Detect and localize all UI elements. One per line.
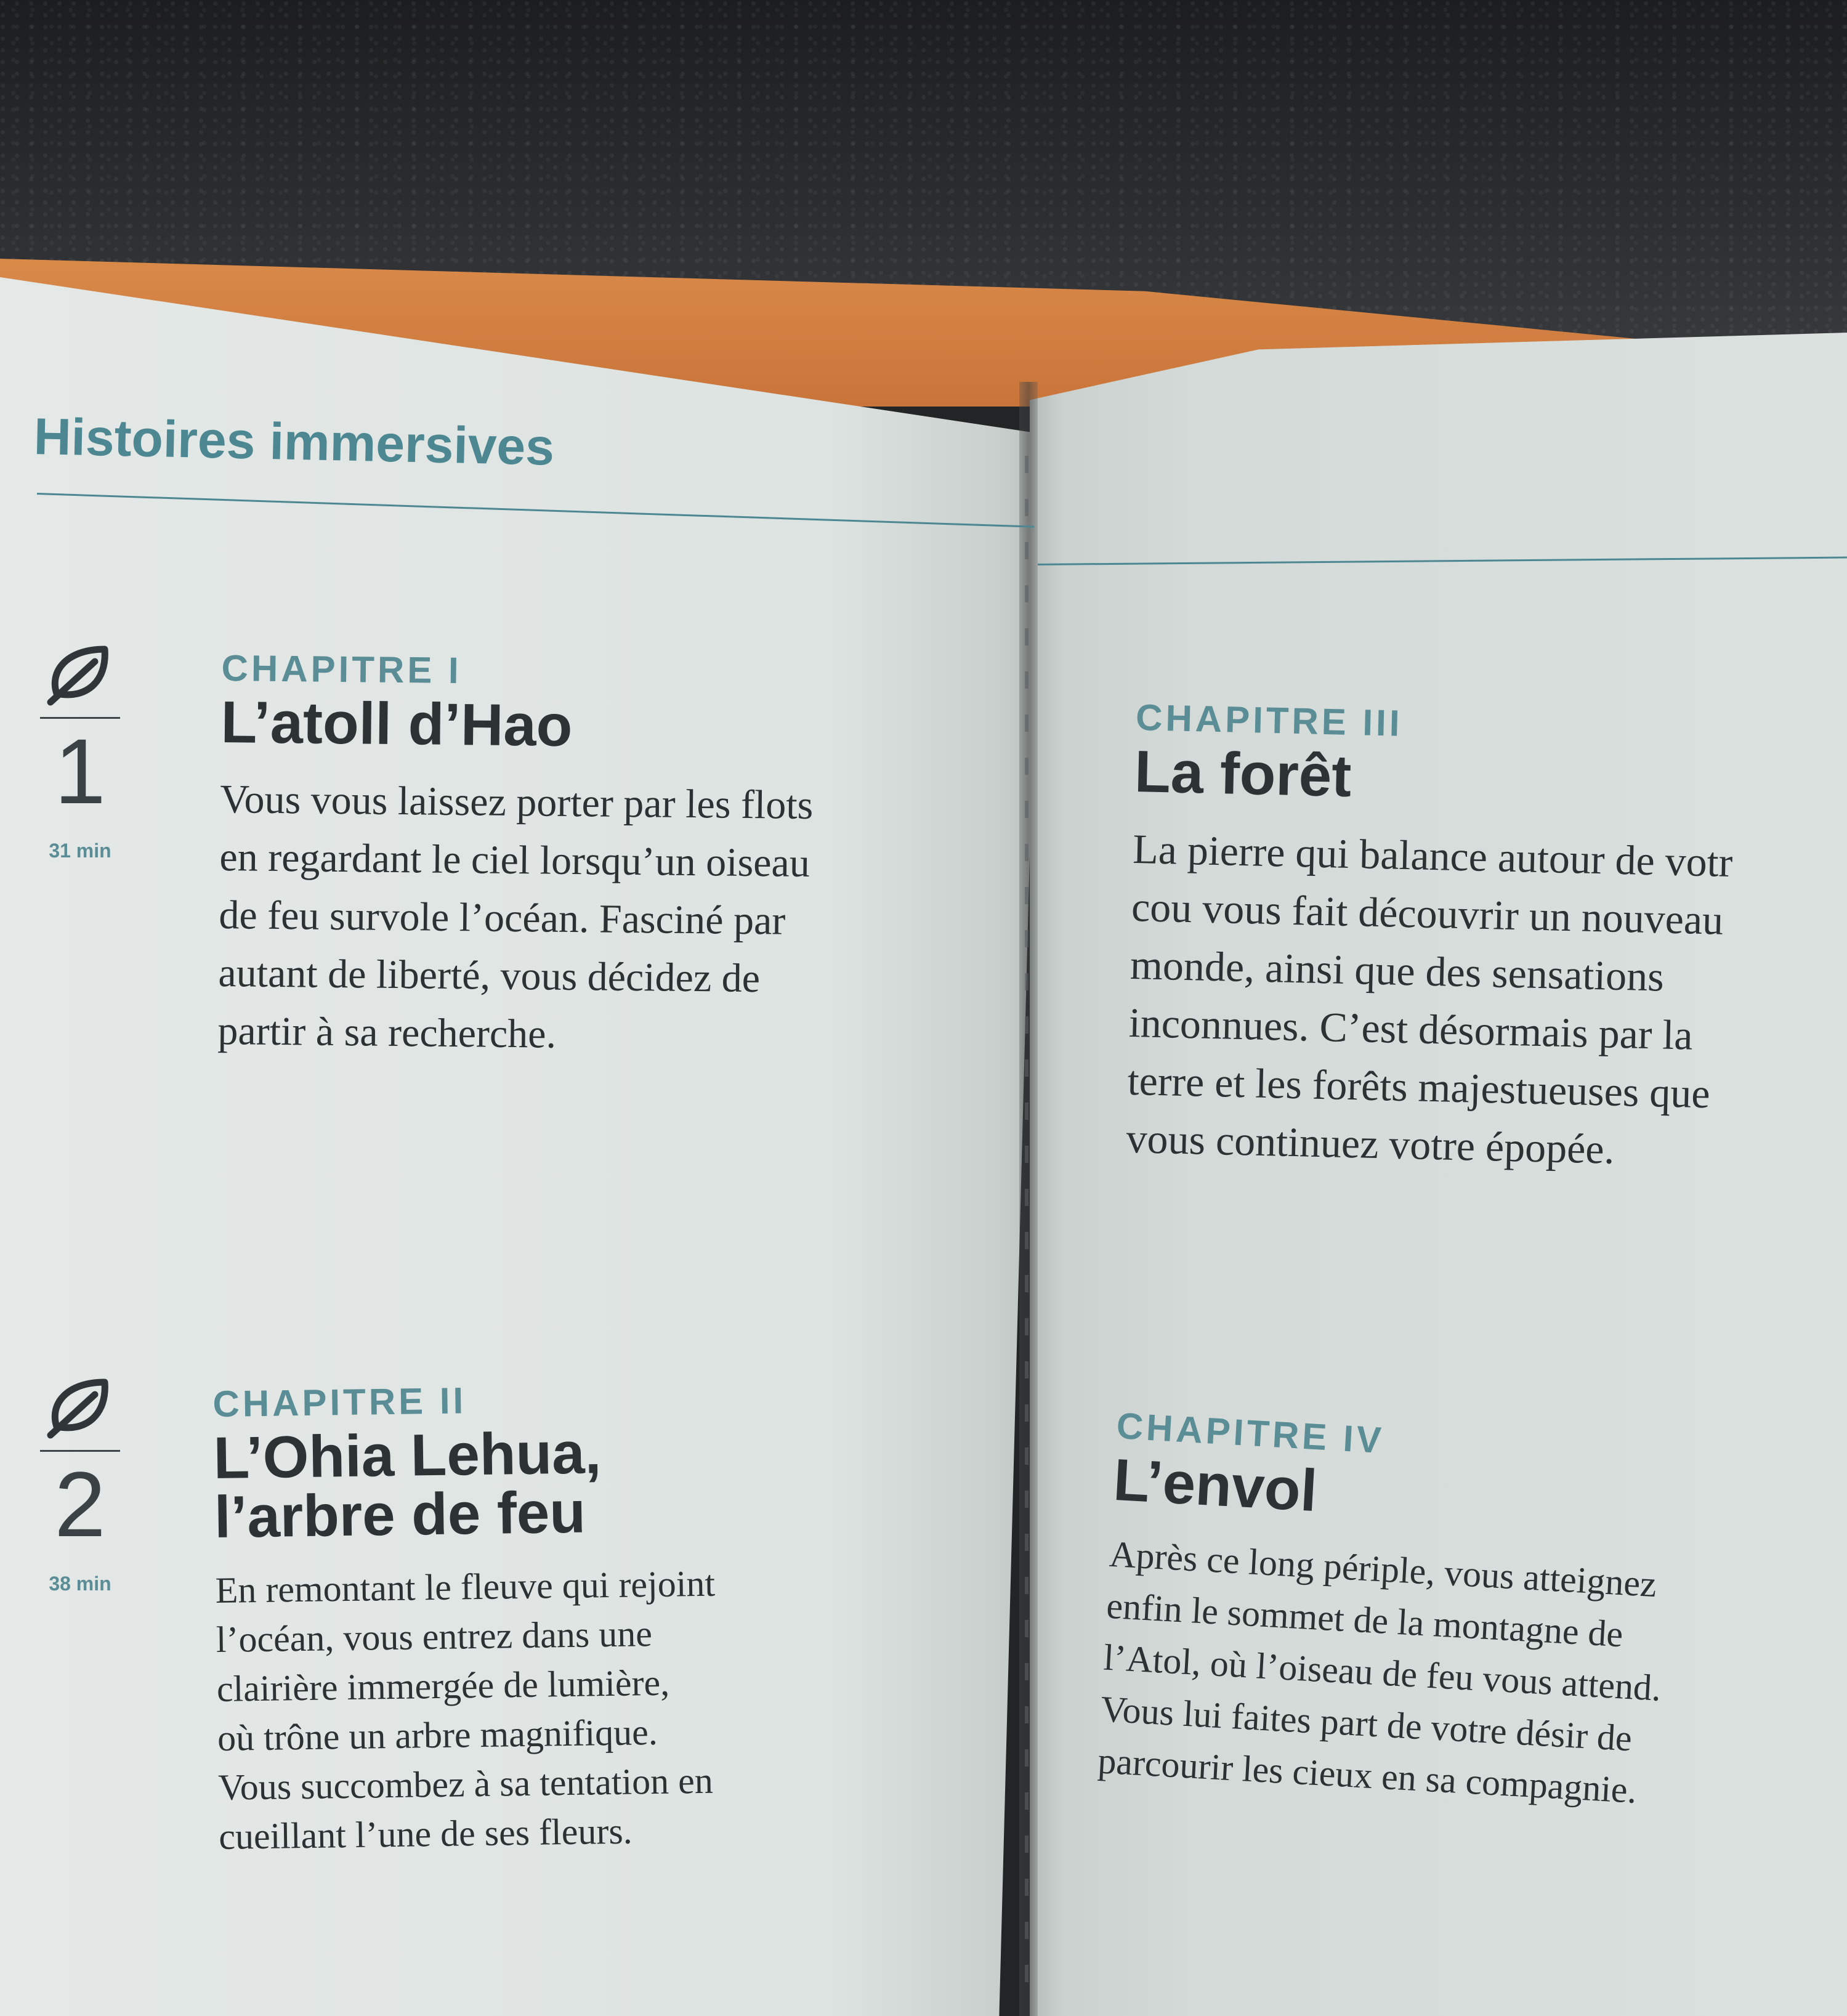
- text-line: La pierre qui balance autour de votr: [1132, 825, 1734, 886]
- chapter-3: [1126, 696, 1826, 1183]
- text-line: partir à sa recherche.: [217, 1008, 557, 1057]
- text-line: l’Atol, où l’oiseau de feu vous attend.: [1102, 1637, 1662, 1709]
- chapter-title-line: L’atoll d’Hao: [220, 689, 573, 759]
- text-line: Vous vous laissez porter par les flots: [220, 776, 814, 828]
- text-line: de feu survole l’océan. Fasciné par: [219, 892, 786, 944]
- marker-divider: [40, 1450, 120, 1452]
- chapter-2: [212, 1373, 909, 1861]
- marker-divider: [40, 717, 120, 719]
- text-line: enfin le sommet de la montagne de: [1105, 1585, 1625, 1655]
- text-line: monde, ainsi que des sensations: [1130, 941, 1665, 1000]
- text-line: Vous succombez à sa tentation en: [217, 1760, 714, 1808]
- chapter-title-line: L’Ohia Lehua,: [212, 1420, 602, 1491]
- chapter-label: CHAPITRE II: [212, 1380, 467, 1425]
- chapter-title-line: L’envol: [1112, 1446, 1319, 1524]
- chapter-marker-2: [18, 1374, 142, 1595]
- text-line: Après ce long périple, vous atteignez: [1108, 1533, 1658, 1605]
- text-line: cou vous fait découvrir un nouveau: [1131, 883, 1724, 944]
- binding-stitch: [1025, 456, 1029, 1983]
- section-title: Histoires immersives: [33, 407, 555, 476]
- text-line: inconnues. C’est désormais par la: [1128, 998, 1694, 1059]
- text-line: terre et les forêts majestueuses que: [1126, 1056, 1711, 1117]
- chapter-marker-1: [18, 641, 142, 862]
- text-line: clairière immergée de lumière,: [216, 1662, 670, 1709]
- chapter-label: CHAPITRE IV: [1115, 1404, 1386, 1462]
- chapter-title: [1134, 738, 1825, 817]
- chapter-title: [212, 1419, 905, 1550]
- text-line: vous continuez votre épopée.: [1125, 1114, 1615, 1173]
- chapter-number: 1: [54, 719, 106, 823]
- chapter-4: [1096, 1404, 1806, 1825]
- text-line: autant de liberté, vous décidez de: [218, 950, 761, 1002]
- text-line: En remontant le fleuve qui rejoint: [215, 1563, 716, 1611]
- text-line: cueillant l’une de ses fleurs.: [218, 1810, 633, 1857]
- text-line: en regardant le ciel lorsqu’un oiseau: [219, 834, 810, 886]
- chapter-summary: [1096, 1528, 1800, 1825]
- text-line: parcourir les cieux en sa compagnie.: [1096, 1740, 1638, 1811]
- text-line: l’océan, vous entrez dans une: [216, 1613, 653, 1660]
- chapter-summary: [1126, 820, 1824, 1183]
- chapter-duration: 31 min: [49, 840, 111, 862]
- chapter-title-line: l’arbre de feu: [214, 1479, 586, 1550]
- leaf-icon: [43, 641, 117, 708]
- text-line: où trône un arbre magnifique.: [217, 1711, 658, 1759]
- chapter-label: CHAPITRE III: [1135, 696, 1404, 744]
- chapter-duration: 38 min: [49, 1573, 111, 1595]
- chapter-title-line: La forêt: [1134, 738, 1352, 809]
- chapter-summary: [217, 771, 910, 1067]
- chapter-number: 2: [54, 1452, 106, 1556]
- leaf-icon: [43, 1374, 117, 1441]
- chapter-1: [217, 647, 911, 1067]
- chapter-title: [220, 689, 911, 759]
- chapter-label: CHAPITRE I: [221, 647, 462, 692]
- book-gutter: [1019, 382, 1038, 2016]
- text-line: Vous lui faites part de votre désir de: [1099, 1688, 1633, 1759]
- chapter-summary: [215, 1556, 909, 1861]
